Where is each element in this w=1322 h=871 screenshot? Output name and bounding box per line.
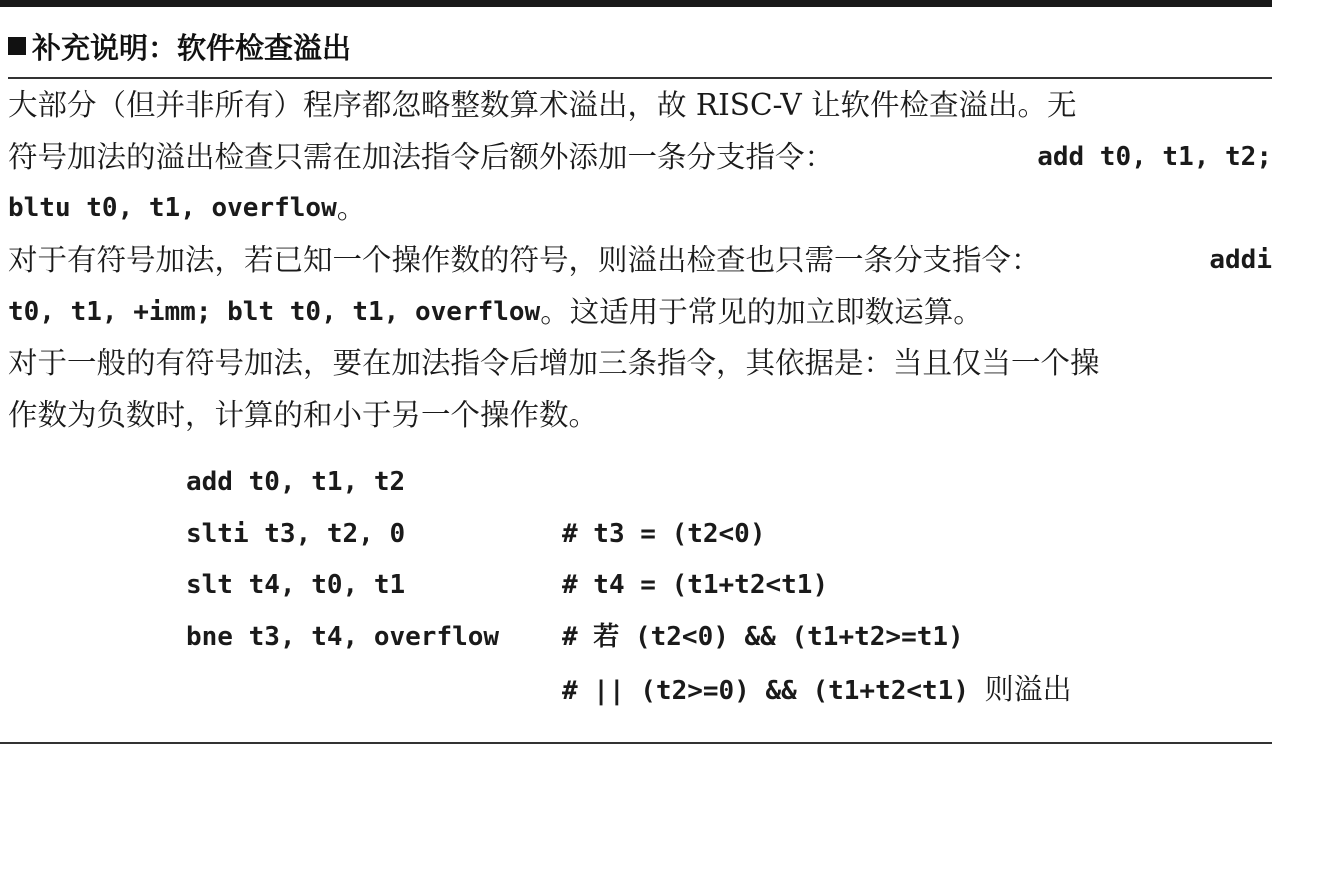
code-comment: # t3 = (t2<0) <box>562 518 766 549</box>
paragraph-3-line-2 <box>8 390 1272 442</box>
heading-title: 补充说明：软件检查溢出 <box>32 31 352 65</box>
paragraph-text: 大部分（但并非所有）程序都忽略整数算术溢出，故 RISC-V 让软件检查溢出。无 <box>8 88 1077 122</box>
code-comment <box>562 664 1072 718</box>
paragraph-1-line-2 <box>8 132 1272 184</box>
paragraph-3-line-1 <box>8 338 1272 390</box>
code-instruction: bne t3, t4, overflow <box>186 622 500 653</box>
code-comment: # 若 (t2<0) && (t1+t2>=t1) <box>562 622 964 653</box>
code-line <box>186 509 766 561</box>
code-instruction: slti t3, t2, 0 <box>186 518 406 549</box>
code-line <box>186 664 1072 716</box>
code-line <box>186 612 964 664</box>
paragraph-text: 对于一般的有符号加法，要在加法指令后增加三条指令，其依据是：当且仅当一个操 <box>8 346 1100 381</box>
code-line <box>186 560 829 612</box>
code-line <box>186 457 406 509</box>
code-comment-text: # || (t2>=0) && (t1+t2<t1) <box>562 675 985 706</box>
paragraph-text: 符号加法的溢出检查只需在加法指令后额外添加一条分支指令： <box>8 139 835 174</box>
paragraph-text: 作数为负数时，计算的和小于另一个操作数。 <box>8 398 599 433</box>
top-rule <box>0 0 1272 7</box>
paragraph-text: 对于有符号加法，若已知一个操作数的符号，则溢出检查也只需一条分支指令： <box>8 243 1041 278</box>
code-comment: # t4 = (t1+t2<t1) <box>562 570 829 601</box>
code-listing <box>186 457 1072 715</box>
bottom-rule <box>0 742 1272 744</box>
paragraph-2-line-1 <box>8 235 1272 287</box>
paragraph-2-line-2 <box>8 287 1272 339</box>
inline-code: addi <box>1209 245 1272 276</box>
code-instruction: slt t4, t0, t1 <box>186 570 406 601</box>
paragraph-1-line-1 <box>8 80 1272 132</box>
paragraph-text: 。这适用于常见的加立即数运算。 <box>540 294 983 329</box>
square-bullet-icon <box>8 37 26 55</box>
paragraph-1-line-3 <box>8 183 1272 235</box>
body-text <box>8 80 1272 442</box>
code-comment-cn: 则溢出 <box>984 671 1072 706</box>
section-heading <box>8 28 351 68</box>
inline-code: add t0, t1, t2; <box>1037 141 1272 172</box>
inline-code: t0, t1, +imm; blt t0, t1, overflow <box>8 296 541 327</box>
inline-code: bltu t0, t1, overflow <box>8 193 337 224</box>
paragraph-text: 。 <box>336 191 367 226</box>
heading-divider <box>8 77 1272 79</box>
code-instruction: add t0, t1, t2 <box>186 467 406 497</box>
